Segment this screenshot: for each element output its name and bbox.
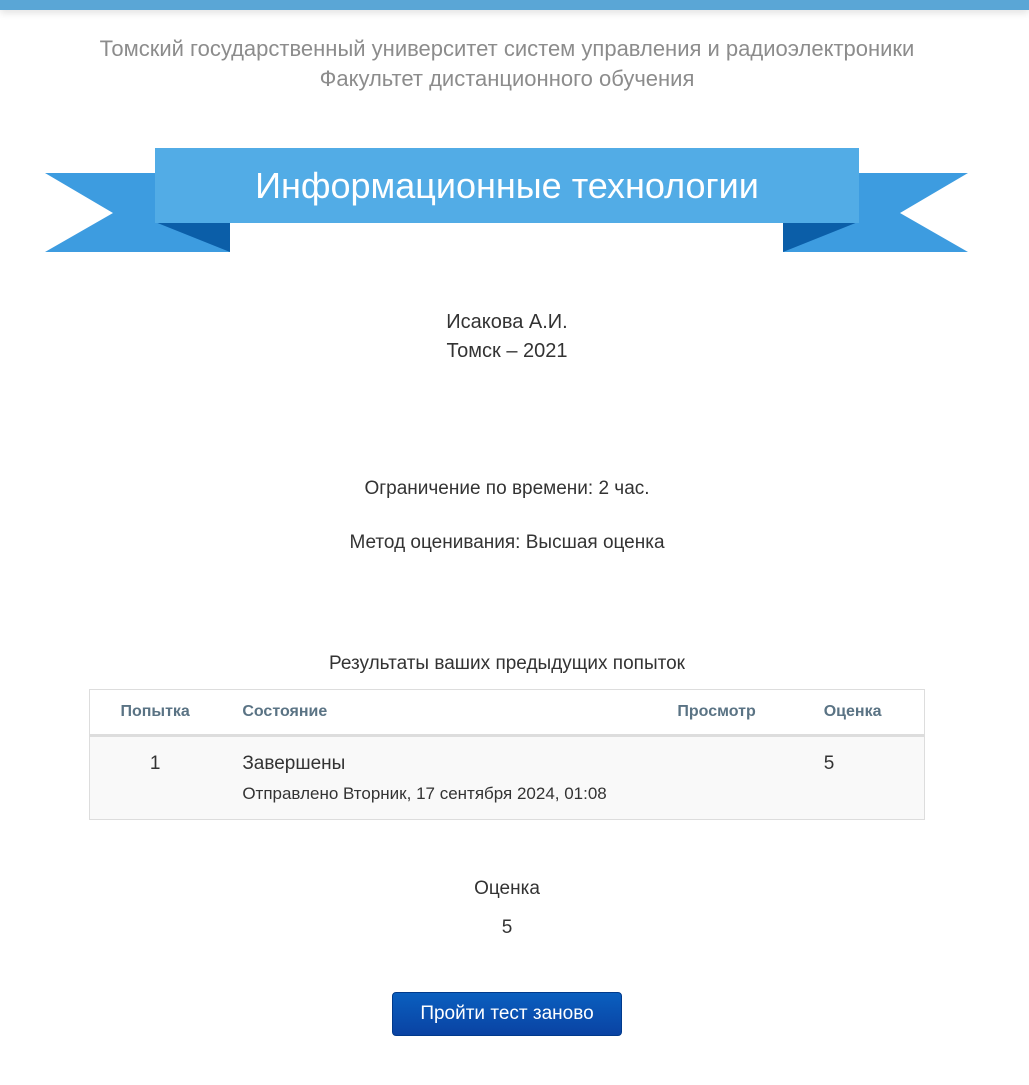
author-name: Исакова А.И.: [446, 311, 568, 333]
column-header-state: Состояние: [220, 690, 677, 736]
university-name: Томский государственный университет систем управления и радиоэлектроники: [99, 36, 915, 61]
attempt-grade: 5: [818, 736, 925, 820]
attempts-table: [89, 689, 925, 820]
attempt-submitted: Отправлено Вторник, 17 сентября 2024, 01:08: [242, 784, 607, 803]
top-accent-bar: [0, 0, 1029, 10]
final-grade-value: 5: [501, 917, 513, 938]
retake-quiz-button[interactable]: Пройти тест заново: [392, 992, 622, 1036]
column-header-attempt: Попытка: [90, 690, 221, 736]
faculty-name: Факультет дистанционного обучения: [319, 66, 695, 91]
author-block: [0, 308, 1014, 366]
attempt-review: [677, 736, 817, 820]
attempt-number: 1: [90, 736, 221, 820]
time-limit-text: Ограничение по времени: 2 час.: [364, 478, 650, 499]
course-title: Информационные технологии: [255, 165, 759, 206]
attempt-state-cell: [220, 736, 677, 820]
city-year: Томск – 2021: [446, 340, 568, 362]
final-grade-label: Оценка: [474, 878, 540, 899]
institution-header: [0, 34, 1014, 94]
table-header-row: [90, 690, 925, 736]
results-caption: Результаты ваших предыдущих попыток: [329, 653, 685, 674]
column-header-review: Просмотр: [677, 690, 817, 736]
attempt-state: Завершены: [242, 753, 346, 774]
column-header-grade: Оценка: [818, 690, 925, 736]
grading-method-text: Метод оценивания: Высшая оценка: [349, 532, 665, 553]
table-row: [90, 736, 925, 820]
